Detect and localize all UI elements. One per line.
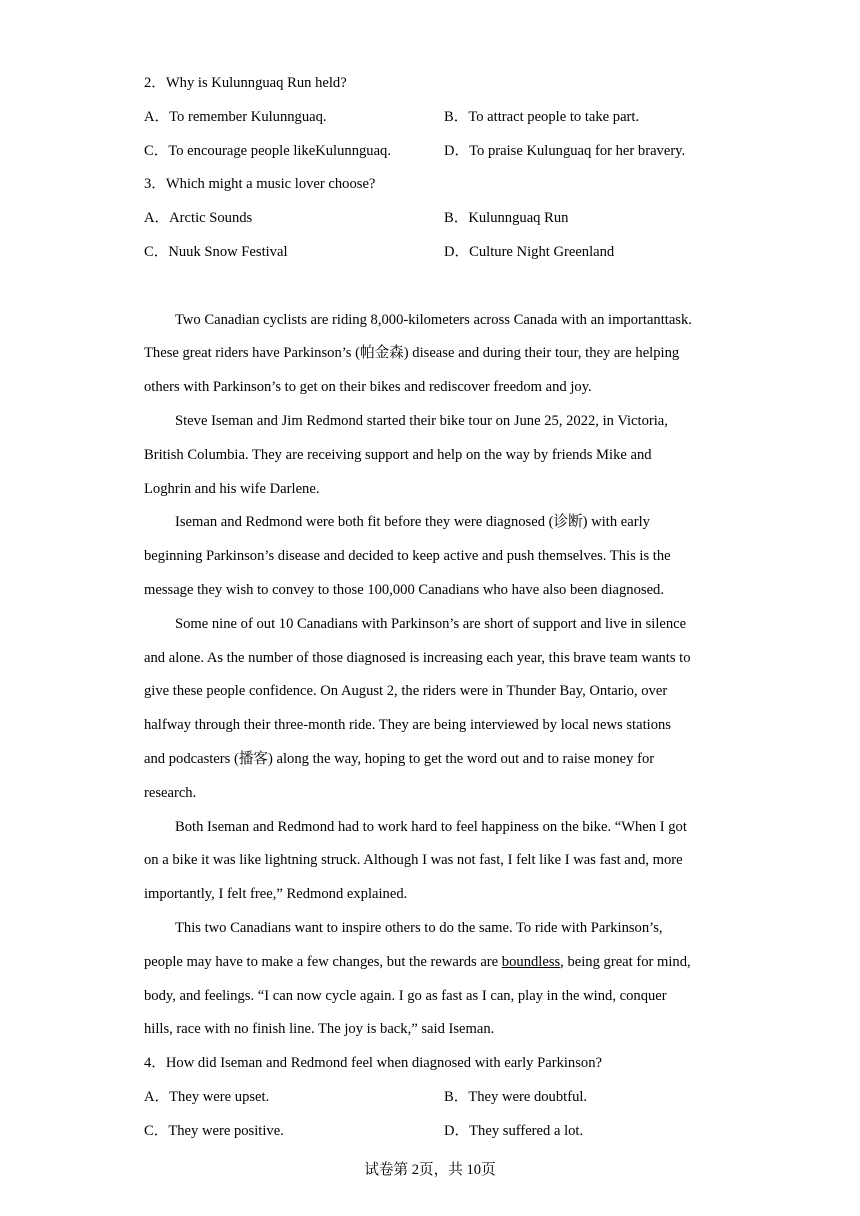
question-2-option-d: D．To praise Kulunguaq for her bravery.	[444, 143, 686, 159]
passage-line: hills, race with no finish line. The joy is back,” said Iseman.	[144, 1021, 495, 1037]
question-2-option-b: B．To attract people to take part.	[444, 109, 640, 125]
question-4-option-c: C．They were positive.	[144, 1123, 284, 1139]
passage-line: Steve Iseman and Jim Redmond started their bike tour on June 25, 2022, in Victoria,	[175, 413, 668, 429]
passage-line: These great riders have Parkinson’s (帕金森) disease and during their tour, they are helping	[144, 345, 680, 361]
passage-line: others with Parkinson’s to get on their bikes and rediscover freedom and joy.	[144, 379, 592, 395]
passage-line: British Columbia. They are receiving support and help on the way by friends Mike and	[144, 447, 652, 463]
passage-line: research.	[144, 785, 197, 801]
passage-text: people may have to make a few changes, but the rewards are	[144, 954, 502, 970]
passage-line: and podcasters (播客) along the way, hoping to get the word out and to raise money for	[144, 751, 655, 767]
passage-line: message they wish to convey to those 100,000 Canadians who have also been diagnosed.	[144, 582, 664, 598]
question-4-option-a: A．They were upset.	[144, 1089, 270, 1105]
question-3-option-b: B．Kulunnguaq Run	[444, 210, 569, 226]
question-3-option-a: A．Arctic Sounds	[144, 210, 253, 226]
passage-line: on a bike it was like lightning struck. Although I was not fast, I felt like I was fast and, more	[144, 852, 683, 868]
passage-line: halfway through their three-month ride. They are being interviewed by local news stations	[144, 717, 671, 733]
question-4-stem: 4．How did Iseman and Redmond feel when diagnosed with early Parkinson?	[144, 1055, 602, 1071]
passage-line: body, and feelings. “I can now cycle again. I go as fast as I can, play in the wind, conquer	[144, 988, 667, 1004]
passage-line: Iseman and Redmond were both fit before they were diagnosed (诊断) with early	[175, 514, 650, 530]
passage-line: Both Iseman and Redmond had to work hard to feel happiness on the bike. “When I got	[175, 819, 687, 835]
question-2-option-a: A．To remember Kulunnguaq.	[144, 109, 327, 125]
passage-line: give these people confidence. On August 2, the riders were in Thunder Bay, Ontario, over	[144, 683, 668, 699]
passage-line: beginning Parkinson’s disease and decided to keep active and push themselves. This is the	[144, 548, 671, 564]
passage-line: and alone. As the number of those diagnosed is increasing each year, this brave team wants to	[144, 650, 691, 666]
passage-line: Some nine of out 10 Canadians with Parkinson’s are short of support and live in silence	[175, 616, 687, 632]
passage-line: importantly, I felt free,” Redmond explained.	[144, 886, 408, 902]
question-4-option-b: B．They were doubtful.	[444, 1089, 588, 1105]
passage-line: Two Canadian cyclists are riding 8,000-kilometers across Canada with an importanttask.	[175, 312, 692, 328]
question-3-option-d: D．Culture Night Greenland	[444, 244, 615, 260]
question-3-stem: 3．Which might a music lover choose?	[144, 176, 376, 192]
question-4-option-d: D．They suffered a lot.	[444, 1123, 584, 1139]
question-2-option-c: C．To encourage people likeKulunnguaq.	[144, 143, 392, 159]
passage-text: , being great for mind,	[560, 954, 691, 970]
question-3-option-c: C．Nuuk Snow Festival	[144, 244, 288, 260]
question-2-stem: 2．Why is Kulunnguaq Run held?	[144, 75, 347, 91]
underlined-word: boundless	[501, 954, 561, 970]
page-footer: 试卷第 2页，共 10页	[364, 1162, 496, 1178]
passage-line-with-underline	[144, 952, 716, 972]
passage-line: Loghrin and his wife Darlene.	[144, 481, 320, 497]
passage-line: This two Canadians want to inspire others to do the same. To ride with Parkinson’s,	[175, 920, 663, 936]
